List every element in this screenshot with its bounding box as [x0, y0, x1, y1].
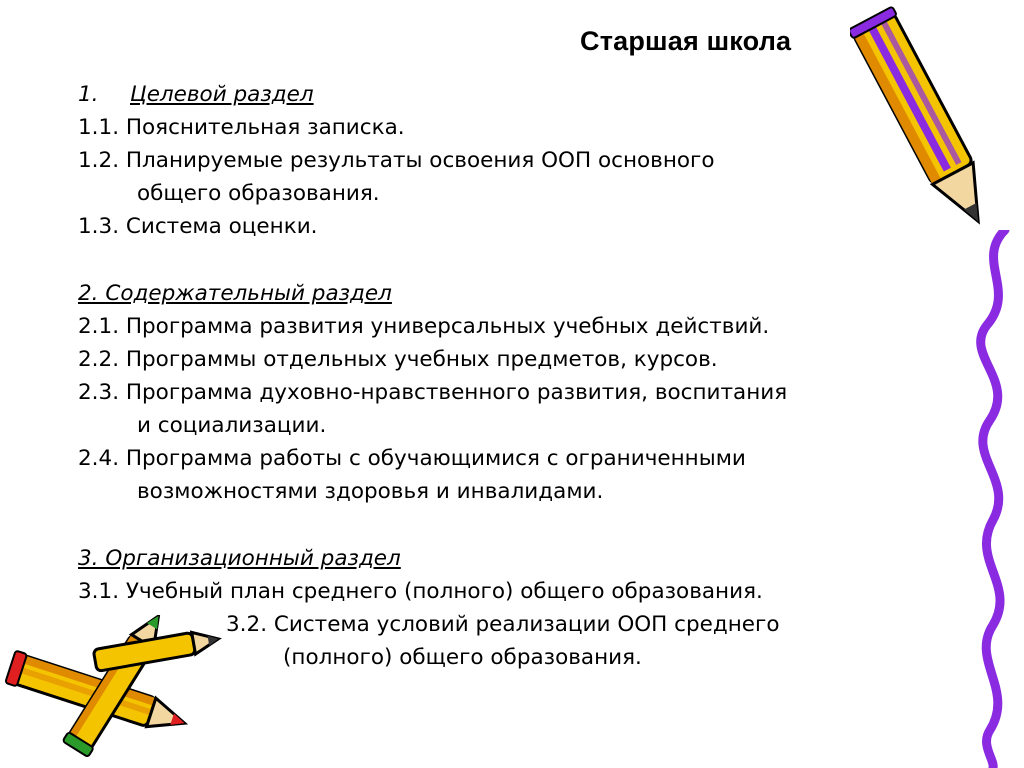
section-1-title: Целевой раздел: [130, 82, 314, 107]
list-item: 2.4. Программа работы с обучающимися с ограниченными: [78, 446, 746, 471]
list-item: 2.1. Программа развития универсальных учебных действий.: [78, 314, 770, 339]
list-item-continuation: возможностями здоровья и инвалидами.: [137, 479, 604, 504]
section-1-heading: [78, 78, 958, 111]
squiggle-border-icon: [965, 230, 1024, 768]
list-item: 1.1. Пояснительная записка.: [78, 115, 405, 140]
list-item-continuation: и социализации.: [137, 413, 327, 438]
list-item-continuation: (полного) общего образования.: [283, 645, 642, 670]
list-item: 1.2. Планируемые результаты освоения ООП основного: [78, 148, 715, 173]
section-3-heading: 3. Организационный раздел: [78, 546, 401, 571]
list-item-continuation: общего образования.: [137, 181, 380, 206]
list-item: 2.2. Программы отдельных учебных предметов, курсов.: [78, 347, 718, 372]
page-title: Старшая школа: [580, 26, 792, 56]
list-item: 1.3. Система оценки.: [78, 214, 318, 239]
list-item: 3.1. Учебный план среднего (полного) общего образования.: [78, 579, 763, 604]
section-2-heading: 2. Содержательный раздел: [78, 281, 392, 306]
document-body: [78, 78, 958, 674]
section-1-number: 1.: [78, 82, 99, 107]
list-item: 3.2. Система условий реализации ООП среднего: [226, 612, 780, 637]
list-item: 2.3. Программа духовно-нравственного развития, воспитания: [78, 380, 788, 405]
